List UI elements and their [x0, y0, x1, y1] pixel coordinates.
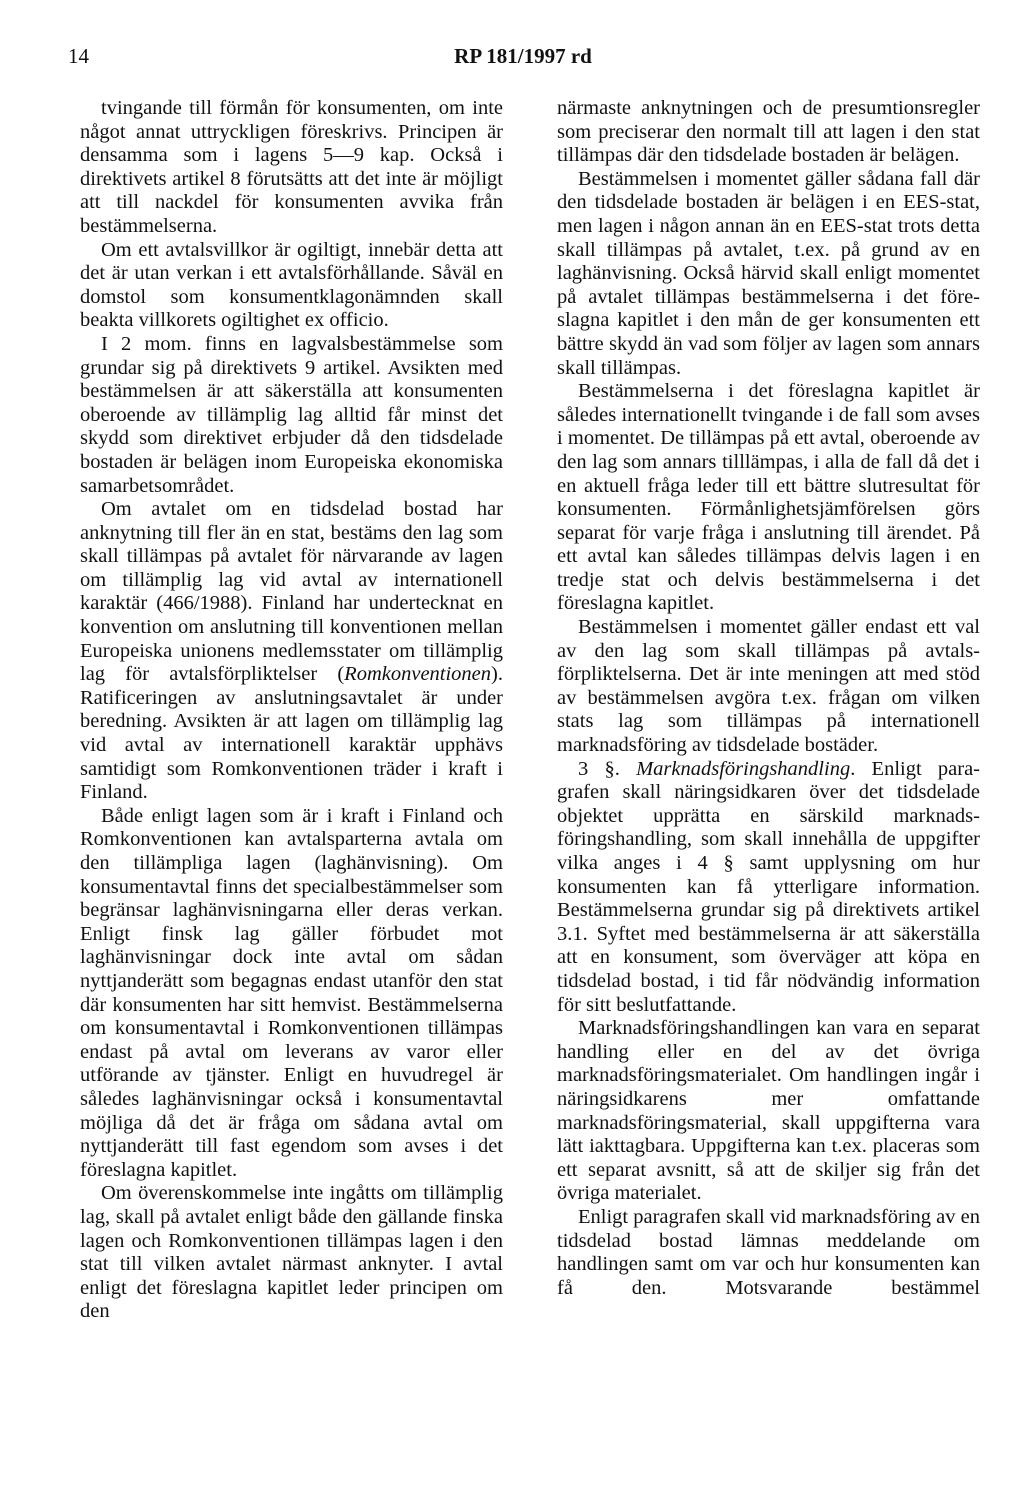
paragraph-text: tvingande till förmån för konsumenten, om inte något annat uttryckligen föreskrivs. Principen är densamma som i lagens 5—9 kap. Också i direktivets artikel 8 förutsätts att det inte är möjligt att till nackdel för konsumenten avvika från bestämmelserna.	[80, 97, 503, 237]
paragraph-text: Både enligt lagen som är i kraft i Finland och Romkonventionen kan avtalsparterna avtala om den tillämpliga lagen (laghänvisning). Om konsumentavtal finns det specialbestämmelser som begränsar laghänvisningarna eller deras verkan. Enligt finsk lag gäller förbudet mot laghänvisningar dock inte avtal om sådan nyttjanderätt som begagnas endast utanför den stat där konsumenten har sitt hemvist. Bestämmelserna om konsumentavtal i Romkonventionen tillämpas endast på avtal om leverans av varor eller utförande av tjänster. Enligt en huvudregel är således laghänvisningar också i konsumentavtal möjliga då det är fråga om sådana avtal om nyttjanderätt till fast egendom som avses i det föreslagna kapitlet.	[80, 804, 503, 1181]
paragraph-text: Om ett avtalsvillkor är ogiltigt, innebär detta att det är utan verkan i ett avtalsförhållande. Såväl en domstol som konsumentklagonämnden skall beakta villkorets ogiltighet ex officio.	[80, 238, 503, 332]
right-column-paragraph-5	[557, 758, 980, 1018]
paragraph-text: Bestämmelsen i momentet gäller endast ett val av den lag som skall tillämpas på avtalsförpliktelserna. Det är inte meningen att med stöd av bestämmelsen avgöra t.ex. frågan om vilken stats lag som tillämpas på internationell marknadsföring av tidsdelade bostäder.	[557, 616, 980, 757]
left-column	[80, 97, 503, 1324]
left-column-paragraph-5	[80, 805, 503, 1183]
right-column-paragraph-6	[557, 1017, 980, 1206]
paragraph-text: ). Ratificeringen av anslutningsavtalet är under beredning. Avsikten är att lagen om tillämplig lag vid avtal av internationell karaktär upphävs samtidigt som Romkonventionen träder i kraft i Finland.	[80, 663, 503, 804]
right-column	[557, 97, 980, 1324]
right-column-paragraph-1	[557, 97, 980, 168]
document-reference: RP 181/1997 rd	[454, 44, 592, 68]
page-header	[68, 44, 978, 74]
paragraph-text: Bestämmelserna i det föreslagna kapitlet är således internationellt tvingande i de fall som avses i momentet. De tillämpas på ett avtal, oberoende av den lag som annars tilllämpas, i alla de fall då det i en aktuell fråga leder till ett bättre slutresultat för konsumenten. Förmånlighetsjämförelsen görs separat för varje fråga i anslutning till ärendet. På ett avtal kan således tillämpas delvis lagen i en tredje stat och delvis bestämmelserna i det föreslagna kapitlet.	[557, 380, 980, 615]
paragraph-text: Om avtalet om en tidsdelad bostad har anknytning till fler än en stat, bestäms den lag som skall tillämpas på avtalet för närvarande av lagen om tillämplig lag vid avtal av internationell karaktär (466/1988). Finland har undertecknat en konvention om anslutning till konventionen mellan Europeiska unionens medlemsstater om tillämplig lag för avtalsförpliktelser (	[80, 498, 503, 686]
left-column-paragraph-6	[80, 1182, 503, 1324]
right-column-paragraph-7	[557, 1206, 980, 1300]
italic-text: Romkonventionen	[344, 663, 492, 686]
paragraph-text: I 2 mom. finns en lagvalsbestämmelse som grundar sig på direktivets 9 artikel. Avsikten med bestämmelsen är att säkerställa att konsumenten oberoende av tillämplig lag alltid får minst det skydd som direktivet erbjuder då den tidsdelade bostaden är belägen inom Europeiska ekonomiska samarbetsområdet.	[80, 332, 503, 497]
text-columns	[80, 97, 980, 1324]
paragraph-text: närmaste anknytningen och de presumtionsregler som preciserar den normalt till att lagen i den stat tillämpas där den tidsdelade bostaden är belägen.	[557, 97, 980, 167]
page-number: 14	[68, 44, 89, 68]
paragraph-text: Enligt paragrafen skall vid marknadsföring av en tidsdelad bostad lämnas meddelande om handlingen samt om var och hur konsumenten kan få den. Motsvarande bestämmel	[557, 1205, 980, 1299]
paragraph-text: . Enligt paragrafen skall näringsidkaren över det tidsdelade objektet upprätta en särskild marknadsföringshandling, som skall innehålla de uppgifter vilka anges i 4 § samt upplysning om hur konsumenten kan få ytterligare information. Bestämmelserna grundar sig på direktivets artikel 3.1. Syftet med bestämmelserna är att säkerställa att en konsument, som överväger att köpa en tidsdelad bostad, i tid får nödvändig information för sitt beslutfattande.	[557, 757, 980, 1016]
right-column-paragraph-2	[557, 168, 980, 380]
paragraph-text: Bestämmelsen i momentet gäller sådana fall där den tidsdelade bostaden är belägen i en EES-stat, men lagen i någon annan än en EES-stat trots detta skall tillämpas på avtalet, t.ex. på grund av en laghänvisning. Också härvid skall enligt momentet på avtalet tillämpas bestämmelserna i det föreslagna kapitlet i den mån de ger konsumenten ett bättre skydd än vad som följer av lagen som annars skall tillämpas.	[557, 167, 980, 379]
left-column-paragraph-4	[80, 498, 503, 805]
italic-text: Marknadsföringshandling	[636, 757, 851, 780]
left-column-paragraph-3	[80, 333, 503, 498]
paragraph-text: 3 §.	[578, 757, 637, 780]
paragraph-text: Marknadsföringshandlingen kan vara en separat handling eller en del av det övriga marknadsföringsmaterialet. Om handlingen ingår i näringsidkarens mer omfattande marknadsföringsmaterial, skall uppgifterna vara lätt iakttagbara. Uppgifterna kan t.ex. placeras som ett separat avsnitt, så att de skiljer sig från det övriga materialet.	[557, 1017, 980, 1205]
left-column-paragraph-1	[80, 97, 503, 239]
paragraph-text: Om överenskommelse inte ingåtts om tillämplig lag, skall på avtalet enligt både den gällande finska lagen och Romkonventionen tillämpas lagen i den stat till vilken avtalet närmast anknyter. I avtal enligt det föreslagna kapitlet leder principen om den	[80, 1182, 503, 1323]
left-column-paragraph-2	[80, 239, 503, 333]
right-column-paragraph-3	[557, 380, 980, 616]
right-column-paragraph-4	[557, 616, 980, 758]
